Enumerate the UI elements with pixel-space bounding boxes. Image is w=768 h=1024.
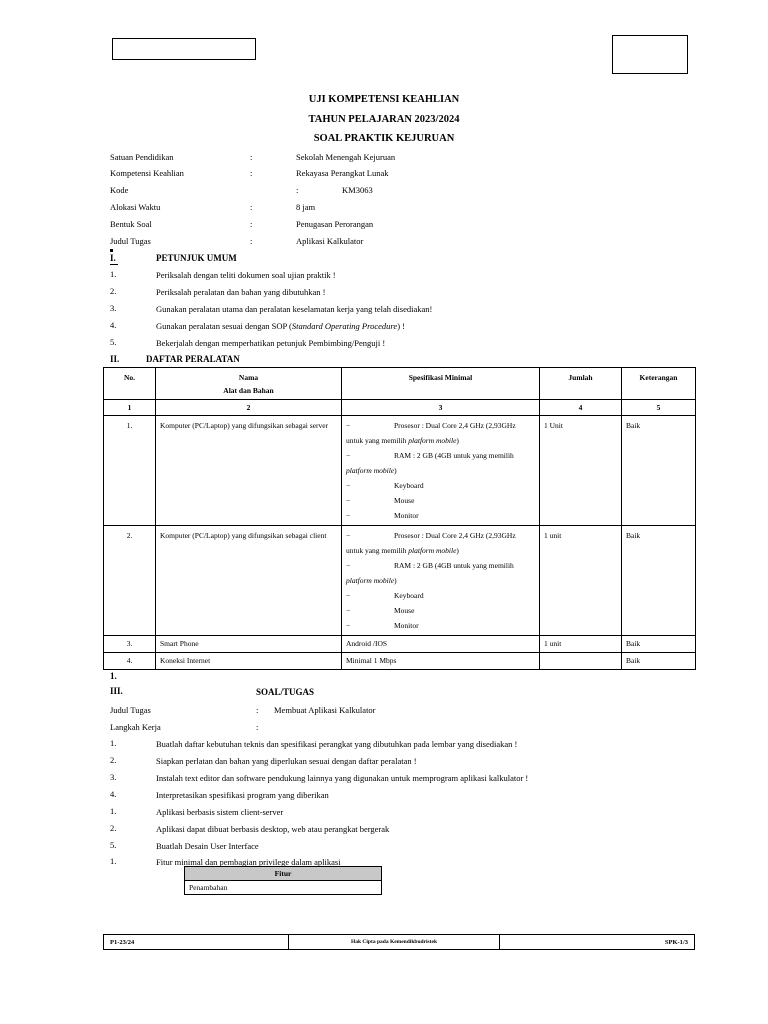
list-item-text: Periksalah dengan teliti dokumen soal ujian praktik ! xyxy=(156,270,336,280)
spec-cpu-text: Prosesor : Dual Core 2,4 GHz (2,93GHz xyxy=(394,421,516,430)
info-colon: : xyxy=(250,219,253,229)
judul-tugas-colon: : xyxy=(256,705,259,715)
list-item-number: 1. xyxy=(110,738,117,748)
list-item-number: 4. xyxy=(110,320,117,330)
title-tahun-pelajaran: TAHUN PELAJARAN 2023/2024 xyxy=(308,114,460,125)
info-colon: : xyxy=(250,152,253,162)
list-item-text: Siapkan perlatan dan bahan yang diperlukan sesuai dengan daftar peralatan ! xyxy=(156,756,417,766)
bullet: − xyxy=(346,591,351,600)
list-item-number: 1. xyxy=(110,269,117,279)
info-label: Judul Tugas xyxy=(110,236,151,246)
info-colon: : xyxy=(250,236,253,246)
row-spesifikasi xyxy=(342,526,540,636)
bullet: − xyxy=(346,531,351,540)
list-item-text xyxy=(156,321,405,331)
stray-number: 1. xyxy=(110,671,117,681)
langkah-kerja-label: Langkah Kerja xyxy=(110,722,161,732)
list-item-text: Instalah text editor dan software pendukung lainnya yang digunakan untuk memprogram aplikasi kalkulator ! xyxy=(156,773,529,783)
spec-text: Monitor xyxy=(394,621,419,630)
list-item-text-part: Gunakan peralatan sesuai dengan SOP ( xyxy=(156,321,292,331)
section-3-title: SOAL/TUGAS xyxy=(256,687,315,697)
spec-monitor xyxy=(346,508,535,523)
spec-text: ) xyxy=(394,466,397,475)
spec-text: ) xyxy=(456,546,459,555)
row-nama: Komputer (PC/Laptop) yang difungsikan sebagai server xyxy=(156,416,342,526)
row-spesifikasi: Android /IOS xyxy=(342,636,540,653)
bullet: − xyxy=(346,561,351,570)
spec-text: Keyboard xyxy=(394,481,424,490)
colnum: 1 xyxy=(104,400,156,416)
info-label: Alokasi Waktu xyxy=(110,202,161,212)
colnum: 3 xyxy=(342,400,540,416)
spec-text: Keyboard xyxy=(394,591,424,600)
list-item-number: 3. xyxy=(110,772,117,782)
header-spesifikasi: Spesifikasi Minimal xyxy=(342,368,540,400)
list-item-text-end: ) ! xyxy=(397,321,405,331)
section-2-title: DAFTAR PERALATAN xyxy=(146,354,240,364)
list-item-number: 2. xyxy=(110,755,117,765)
table-row xyxy=(104,653,696,670)
info-value: Sekolah Menengah Kejuruan xyxy=(296,152,396,162)
header-nama xyxy=(156,368,342,400)
table-header-row xyxy=(104,368,696,400)
list-item-text: Aplikasi berbasis sistem client-server xyxy=(156,807,284,817)
spec-ram-cont xyxy=(346,573,535,588)
title-uji-kompetensi: UJI KOMPETENSI KEAHLIAN xyxy=(308,94,460,105)
footer-left: P1-23/24 xyxy=(104,935,289,950)
list-item-number: 1. xyxy=(110,806,117,816)
section-1-title: PETUNJUK UMUM xyxy=(156,253,237,263)
info-label: Kompetensi Keahlian xyxy=(110,168,184,178)
row-no: 2. xyxy=(104,526,156,636)
spec-text: ) xyxy=(456,436,459,445)
small-mark xyxy=(110,249,113,252)
footer-center: Hak Cipta pada Kemendikbudristek xyxy=(288,935,500,950)
table-colnum-row xyxy=(104,400,696,416)
top-left-box xyxy=(112,38,256,60)
list-item-number: 4. xyxy=(110,789,117,799)
list-item-italic: Standard Operating Procedure xyxy=(291,321,398,331)
spec-monitor xyxy=(346,618,535,633)
fitur-table xyxy=(184,866,382,895)
list-item-number: 1. xyxy=(110,856,117,866)
bullet: − xyxy=(346,511,351,520)
row-no: 1. xyxy=(104,416,156,526)
list-item-text: Periksalah peralatan dan bahan yang dibutuhkan ! xyxy=(156,287,326,297)
spec-text: ) xyxy=(394,576,397,585)
row-no: 3. xyxy=(104,636,156,653)
title-soal-praktik: SOAL PRAKTIK KEJURUAN xyxy=(313,133,455,144)
spec-cpu-text: Prosesor : Dual Core 2,4 GHz (2,93GHz xyxy=(394,531,516,540)
list-item-text: Gunakan peralatan utama dan peralatan keselamatan kerja yang telah disediakan! xyxy=(156,304,433,314)
spec-keyboard xyxy=(346,588,535,603)
table-row xyxy=(185,881,382,895)
row-keterangan: Baik xyxy=(622,636,696,653)
langkah-kerja-colon: : xyxy=(256,722,259,732)
info-value: Rekayasa Perangkat Lunak xyxy=(296,168,389,178)
row-nama: Komputer (PC/Laptop) yang difungsikan sebagai client xyxy=(156,526,342,636)
table-row xyxy=(104,526,696,636)
spec-italic: platform mobile xyxy=(346,576,395,585)
spec-text: Mouse xyxy=(394,496,415,505)
spec-text: Mouse xyxy=(394,606,415,615)
row-jumlah: 1 unit xyxy=(540,526,622,636)
section-2-number: II. xyxy=(110,354,120,364)
bullet: − xyxy=(346,451,351,460)
equipment-table xyxy=(103,367,696,670)
row-keterangan: Baik xyxy=(622,416,696,526)
list-item-number: 3. xyxy=(110,303,117,313)
bullet: − xyxy=(346,621,351,630)
list-item-number: 2. xyxy=(110,823,117,833)
spec-cpu-cont xyxy=(346,543,535,558)
spec-ram-text: RAM : 2 GB (4GB untuk yang memilih xyxy=(394,451,514,460)
list-item-text: Interpretasikan spesifikasi program yang diberikan xyxy=(156,790,329,800)
list-item-text: Fitur minimal dan pembagian privilege dalam aplikasi xyxy=(156,857,341,867)
fitur-header: Fitur xyxy=(185,867,382,881)
bullet: − xyxy=(346,481,351,490)
section-3-number: III. xyxy=(110,686,123,696)
info-value: Penugasan Perorangan xyxy=(296,219,374,229)
info-colon: : xyxy=(296,185,299,195)
spec-text: Monitor xyxy=(394,511,419,520)
info-colon: : xyxy=(250,202,253,212)
spec-italic: platform mobile xyxy=(408,546,457,555)
footer-table xyxy=(103,934,695,950)
info-label: Bentuk Soal xyxy=(110,219,152,229)
bullet: − xyxy=(346,421,351,430)
judul-tugas-value: Membuat Aplikasi Kalkulator xyxy=(274,705,376,715)
footer-row xyxy=(104,935,695,950)
spec-italic: platform mobile xyxy=(346,466,395,475)
info-value: Aplikasi Kalkulator xyxy=(296,236,364,246)
colnum: 5 xyxy=(622,400,696,416)
list-item-number: 5. xyxy=(110,337,117,347)
section-1-number: I. xyxy=(110,253,116,263)
row-no: 4. xyxy=(104,653,156,670)
spec-ram xyxy=(346,448,535,463)
spec-cpu xyxy=(346,418,535,433)
footer-right: SPK-1/3 xyxy=(500,935,695,950)
spec-cpu-cont xyxy=(346,433,535,448)
info-value: KM3063 xyxy=(342,185,373,195)
spec-mouse xyxy=(346,493,535,508)
list-item-number: 2. xyxy=(110,286,117,296)
header-nama-line1: Nama xyxy=(238,373,259,382)
spec-text: untuk yang memilih xyxy=(346,436,409,445)
info-label: Satuan Pendidikan xyxy=(110,152,174,162)
info-colon: : xyxy=(250,168,253,178)
judul-tugas-label: Judul Tugas xyxy=(110,705,151,715)
info-value: 8 jam xyxy=(296,202,316,212)
colnum: 4 xyxy=(540,400,622,416)
row-keterangan: Baik xyxy=(622,526,696,636)
header-nama-line2: Alat dan Bahan xyxy=(223,386,274,395)
list-item-text: Aplikasi dapat dibuat berbasis desktop, web atau perangkat bergerak xyxy=(156,824,390,834)
fitur-header-row xyxy=(185,867,382,881)
row-keterangan: Baik xyxy=(622,653,696,670)
row-jumlah: 1 Unit xyxy=(540,416,622,526)
colnum: 2 xyxy=(156,400,342,416)
list-item-text: Bekerjalah dengan memperhatikan petunjuk Pembimbing/Penguji ! xyxy=(156,338,386,348)
bullet: − xyxy=(346,606,351,615)
row-spesifikasi: Minimal 1 Mbps xyxy=(342,653,540,670)
info-label: Kode xyxy=(110,185,129,195)
spec-cpu xyxy=(346,528,535,543)
spec-keyboard xyxy=(346,478,535,493)
section-1-underline xyxy=(110,264,118,265)
table-row xyxy=(104,416,696,526)
row-spesifikasi xyxy=(342,416,540,526)
row-jumlah xyxy=(540,653,622,670)
spec-mouse xyxy=(346,603,535,618)
spec-text: untuk yang memilih xyxy=(346,546,409,555)
top-right-box xyxy=(612,35,688,74)
row-jumlah: 1 unit xyxy=(540,636,622,653)
list-item-text: Buatlah daftar kebutuhan teknis dan spesifikasi perangkat yang dibutuhkan pada lembar yang disediakan ! xyxy=(156,739,518,749)
list-item-text: Buatlah Desain User Interface xyxy=(156,841,259,851)
list-item-number: 5. xyxy=(110,840,117,850)
spec-ram-cont xyxy=(346,463,535,478)
header-jumlah: Jumlah xyxy=(540,368,622,400)
spec-ram-text: RAM : 2 GB (4GB untuk yang memilih xyxy=(394,561,514,570)
row-nama: Smart Phone xyxy=(156,636,342,653)
bullet: − xyxy=(346,496,351,505)
row-nama: Koneksi Internet xyxy=(156,653,342,670)
table-row xyxy=(104,636,696,653)
fitur-cell: Penambahan xyxy=(185,881,382,895)
spec-ram xyxy=(346,558,535,573)
spec-italic: platform mobile xyxy=(408,436,457,445)
header-no: No. xyxy=(104,368,156,400)
header-keterangan: Keterangan xyxy=(622,368,696,400)
